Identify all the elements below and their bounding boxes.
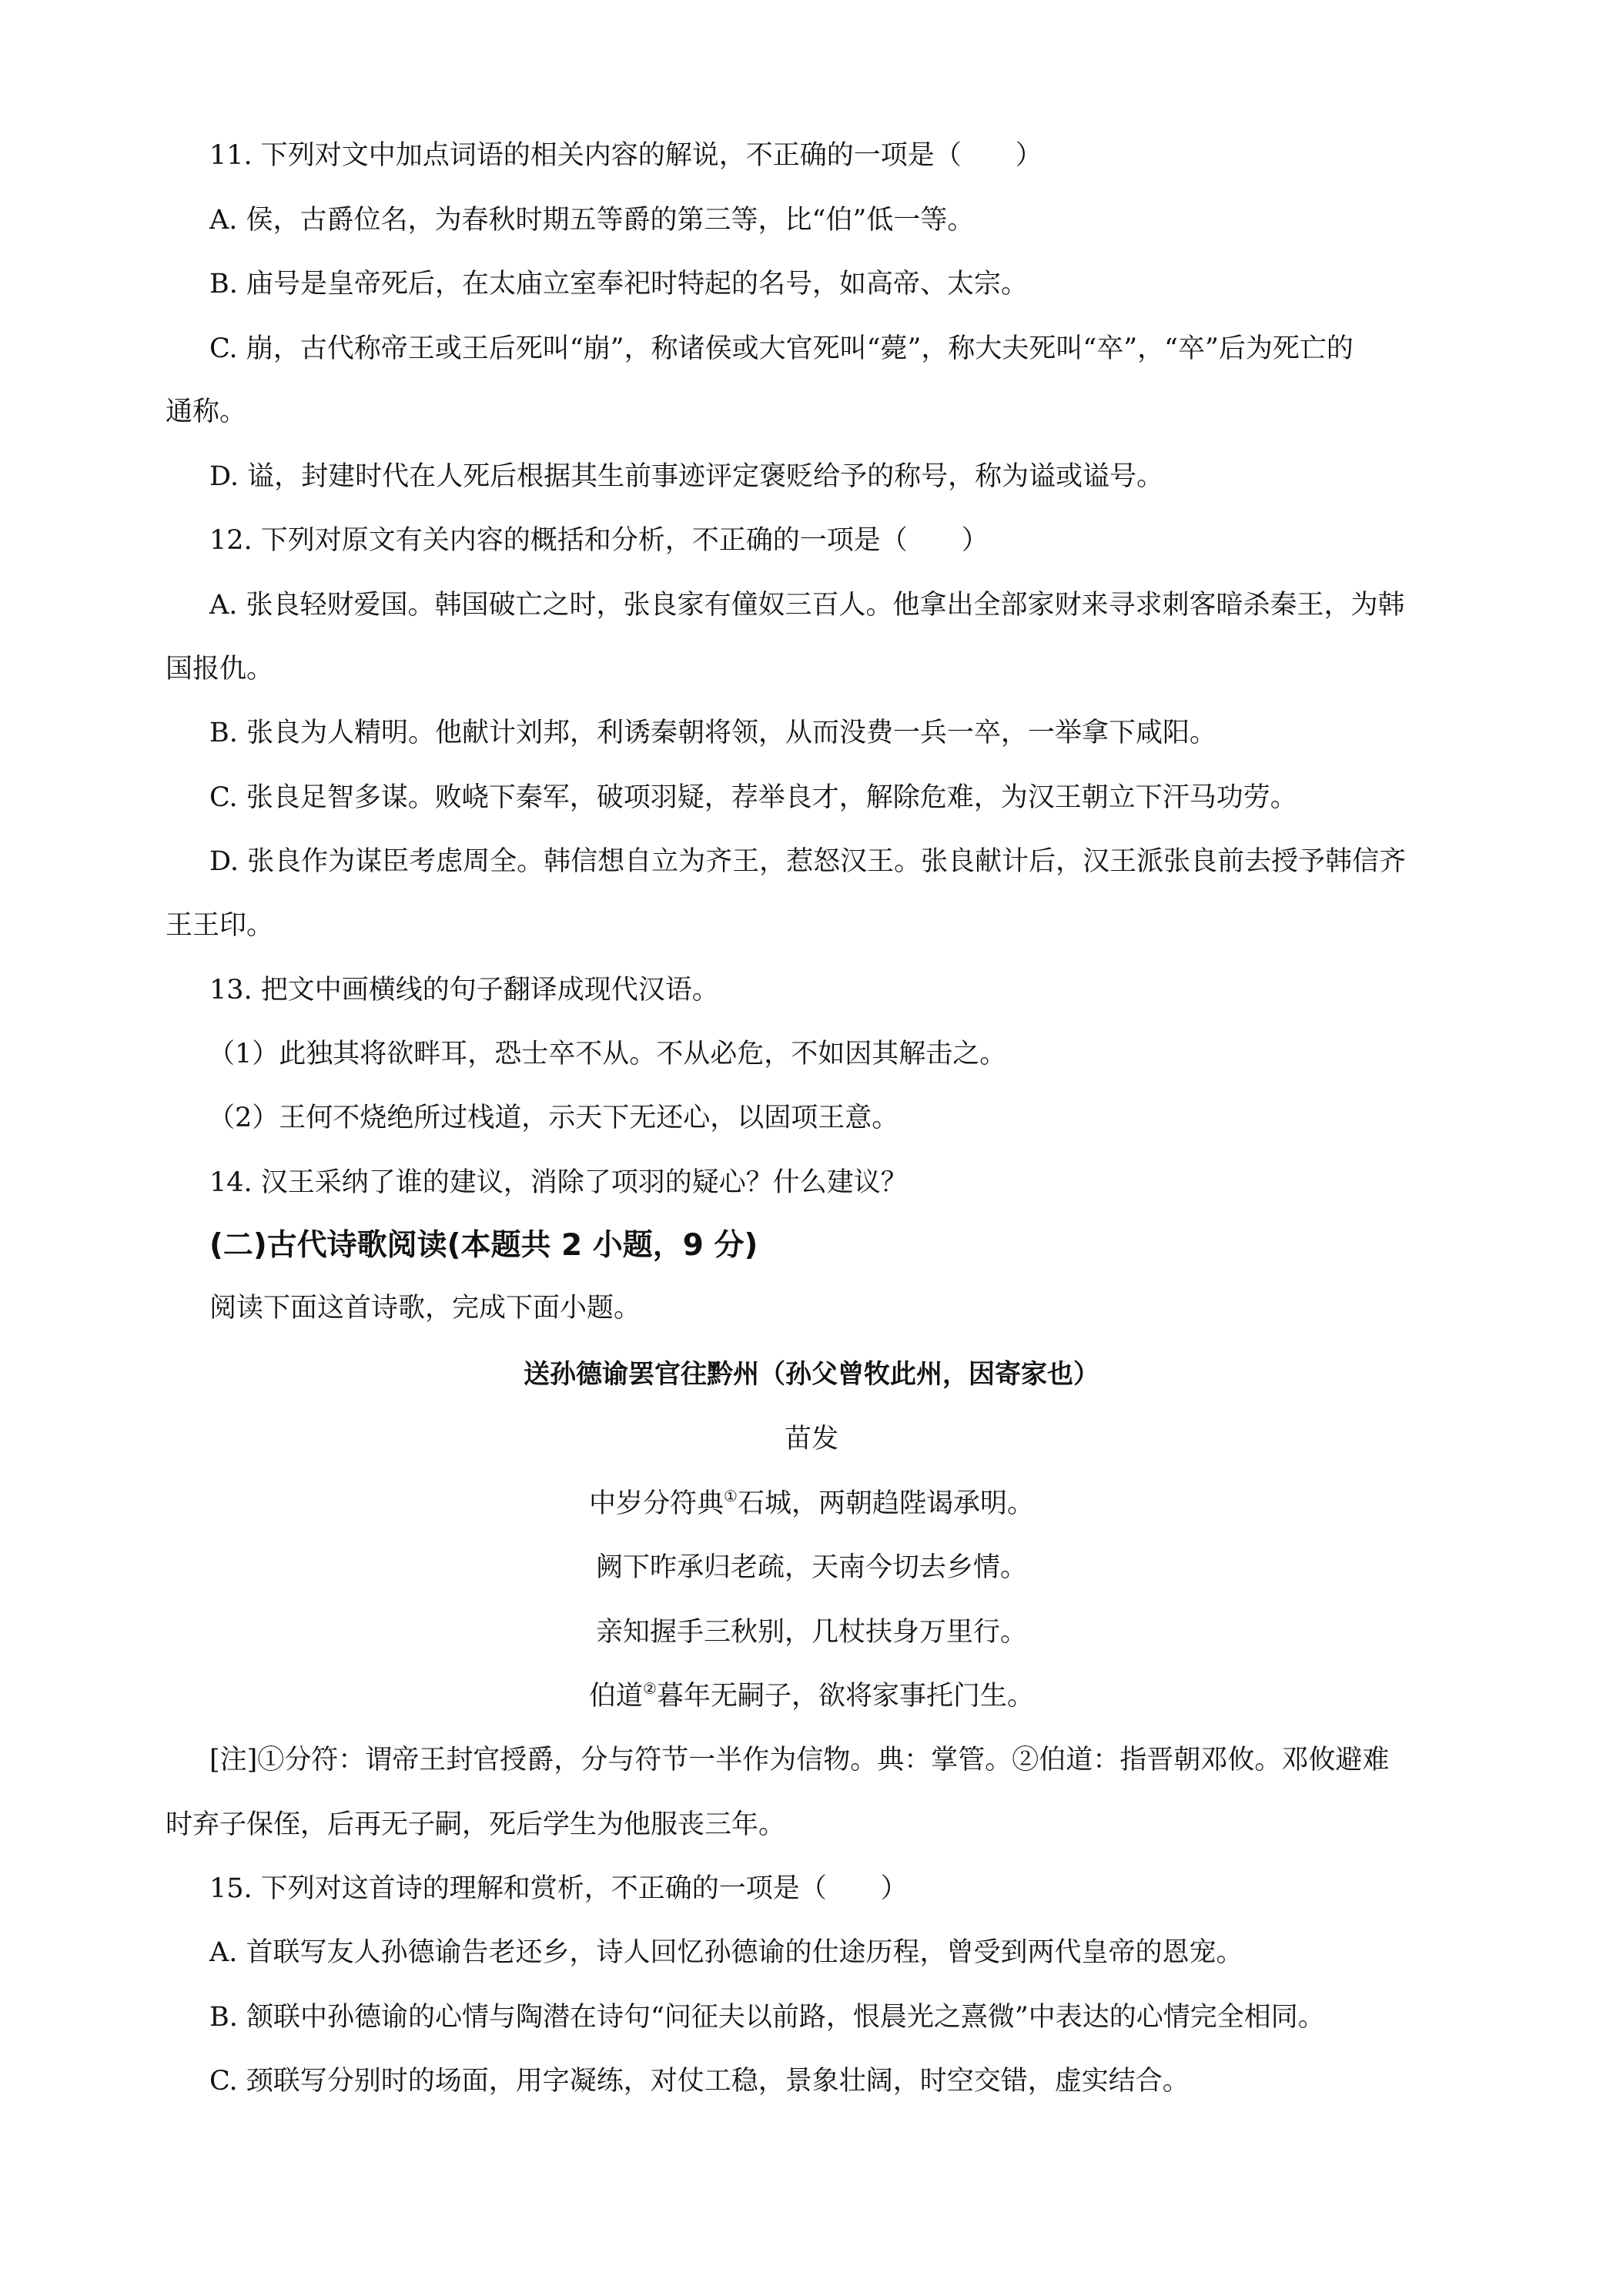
q15-option-a: A. 首联写友人孙德谕告老还乡，诗人回忆孙德谕的仕途历程，曾受到两代皇帝的恩宠。 (209, 1937, 1243, 1968)
q11-option-b: B. 庙号是皇帝死后，在太庙立室奉祀时特起的名号，如高帝、太宗。 (209, 269, 1028, 300)
q11-option-c-line1: C. 崩，古代称帝王或王后死叫“崩”，称诸侯或大官死叫“薨”，称大夫死叫“卒”，“卒”后为死亡的 (209, 333, 1354, 364)
q15-stem: 15. 下列对这首诗的理解和赏析，不正确的一项是（ ） (209, 1873, 908, 1904)
q12-option-d-line1: D. 张良作为谋臣考虑周全。韩信想自立为齐王，惹怒汉王。张良献计后，汉王派张良前去授予韩信齐 (209, 846, 1407, 877)
poem-line-1-a: 中岁分符典 (589, 1488, 724, 1519)
q12-stem: 12. 下列对原文有关内容的概括和分析，不正确的一项是（ ） (209, 525, 989, 556)
q15-option-c: C. 颈联写分别时的场面，用字凝练，对仗工稳，景象壮阔，时空交错，虚实结合。 (209, 2066, 1190, 2097)
q11-option-a: A. 侯，古爵位名，为春秋时期五等爵的第三等，比“伯”低一等。 (209, 205, 975, 236)
section-heading: (二)古代诗歌阅读(本题共 2 小题，9 分) (209, 1228, 758, 1263)
q11-option-d: D. 谥，封建时代在人死后根据其生前事迹评定褒贬给予的称号，称为谥或谥号。 (209, 461, 1164, 492)
q11-stem: 11. 下列对文中加点词语的相关内容的解说，不正确的一项是（ ） (209, 140, 1042, 171)
poem-line-4 (0, 1678, 1623, 1715)
q12-option-c: C. 张良足智多谋。败峣下秦军，破项羽疑，荐举良才，解除危难，为汉王朝立下汗马功劳。 (209, 782, 1297, 813)
note-line-1: [注]①分符：谓帝王封官授爵，分与符节一半作为信物。典：掌管。②伯道：指晋朝邓攸。邓攸避难 (209, 1745, 1390, 1776)
section-intro: 阅读下面这首诗歌，完成下面小题。 (209, 1293, 641, 1324)
q12-option-a-line1: A. 张良轻财爱国。韩国破亡之时，张良家有僮奴三百人。他拿出全部家财来寻求刺客暗杀秦王，为韩 (209, 590, 1405, 621)
note-line-2: 时弃子保侄，后再无子嗣，死后学生为他服丧三年。 (166, 1809, 786, 1840)
poem-line-2: 阙下昨承归老疏，天南今切去乡情。 (595, 1552, 1027, 1583)
poem-line-3: 亲知握手三秋别，几杖扶身万里行。 (595, 1617, 1027, 1648)
poem-line-1-b: 石城，两朝趋陛谒承明。 (737, 1488, 1034, 1519)
q11-option-c-line2: 通称。 (166, 397, 247, 427)
q13-sentence-1: （1）此独其将欲畔耳，恐士卒不从。不从必危，不如因其解击之。 (208, 1039, 1007, 1069)
poem-author: 苗发 (784, 1424, 838, 1454)
poem-line-4-b: 暮年无嗣子，欲将家事托门生。 (656, 1681, 1034, 1712)
q14-stem: 14. 汉王采纳了谁的建议，消除了项羽的疑心？什么建议？ (209, 1167, 908, 1198)
q13-stem: 13. 把文中画横线的句子翻译成现代汉语。 (209, 975, 719, 1006)
q15-option-b: B. 颔联中孙德谕的心情与陶潜在诗句“问征夫以前路，恨晨光之熹微”中表达的心情完全相同。 (209, 2002, 1325, 2033)
q12-option-d-line2: 王王印。 (166, 910, 274, 941)
q12-option-a-line2: 国报仇。 (166, 654, 274, 684)
q13-sentence-2: （2）王何不烧绝所过栈道，示天下无还心，以固项王意。 (208, 1103, 899, 1133)
poem-line-1 (0, 1485, 1623, 1522)
q12-option-b: B. 张良为人精明。他献计刘邦，利诱秦朝将领，从而没费一兵一卒，一举拿下咸阳。 (209, 718, 1216, 748)
footnote-marker-2: ② (643, 1679, 657, 1698)
poem-title: 送孙德谕罢官往黔州（孙父曾牧此州，因寄家也） (524, 1359, 1099, 1390)
footnote-marker-1: ① (724, 1487, 738, 1505)
poem-line-4-a: 伯道 (589, 1681, 644, 1712)
